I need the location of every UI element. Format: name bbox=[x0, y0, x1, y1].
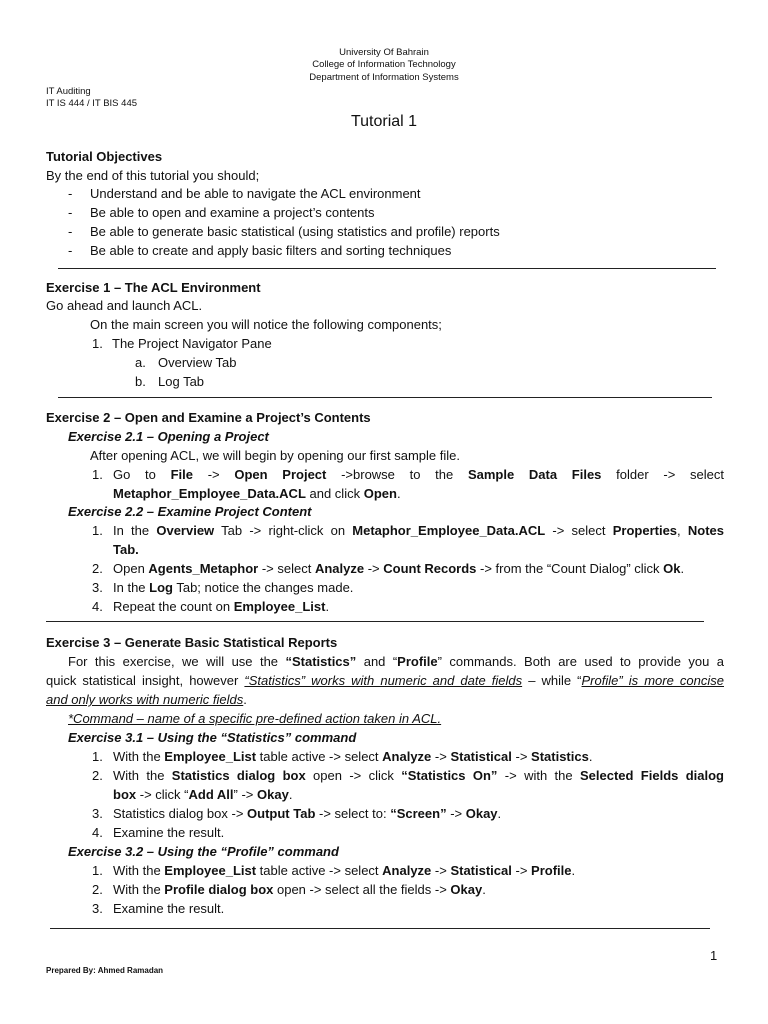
page-title: Tutorial 1 bbox=[350, 113, 418, 130]
exercise-3-heading: Exercise 3 – Generate Basic Statistical Reports bbox=[46, 635, 338, 650]
objectives-intro: By the end of this tutorial you should; bbox=[46, 168, 260, 183]
objectives-heading: Tutorial Objectives bbox=[46, 149, 163, 164]
exercise-2-1-intro: After opening ACL, we will begin by opening our first sample file. bbox=[90, 448, 460, 463]
course-codes: IT IS 444 / IT BIS 445 bbox=[46, 98, 138, 109]
list-item-continued: box -> click “Add All” -> Okay. bbox=[113, 787, 293, 802]
list-item-continued: Metaphor_Employee_Data.ACL and click Open. bbox=[113, 486, 401, 501]
divider bbox=[46, 621, 704, 622]
divider bbox=[58, 268, 716, 269]
university-name: University Of Bahrain bbox=[339, 47, 429, 58]
page-number: 1 bbox=[710, 948, 718, 963]
divider bbox=[58, 397, 712, 398]
exercise-1-intro: Go ahead and launch ACL. bbox=[46, 298, 203, 313]
paragraph-line: and only works with numeric fields. bbox=[46, 692, 247, 707]
exercise-1-heading: Exercise 1 – The ACL Environment bbox=[46, 280, 261, 295]
list-item-continued: Tab. bbox=[113, 542, 139, 557]
command-note: *Command – name of a specific pre-defined action taken in ACL. bbox=[68, 711, 442, 726]
exercise-2-1-heading: Exercise 2.1 – Opening a Project bbox=[68, 429, 269, 444]
department-name: Department of Information Systems bbox=[309, 72, 459, 83]
exercise-2-2-heading: Exercise 2.2 – Examine Project Content bbox=[68, 504, 312, 519]
divider bbox=[50, 928, 710, 929]
exercise-1-notice: On the main screen you will notice the following components; bbox=[90, 317, 442, 332]
exercise-2-heading: Exercise 2 – Open and Examine a Project’s Contents bbox=[46, 410, 371, 425]
college-name: College of Information Technology bbox=[312, 59, 456, 70]
prepared-by: Prepared By: Ahmed Ramadan bbox=[46, 966, 164, 975]
exercise-3-2-heading: Exercise 3.2 – Using the “Profile” command bbox=[68, 844, 339, 859]
exercise-3-1-heading: Exercise 3.1 – Using the “Statistics” command bbox=[68, 730, 357, 745]
course-name: IT Auditing bbox=[46, 86, 91, 97]
